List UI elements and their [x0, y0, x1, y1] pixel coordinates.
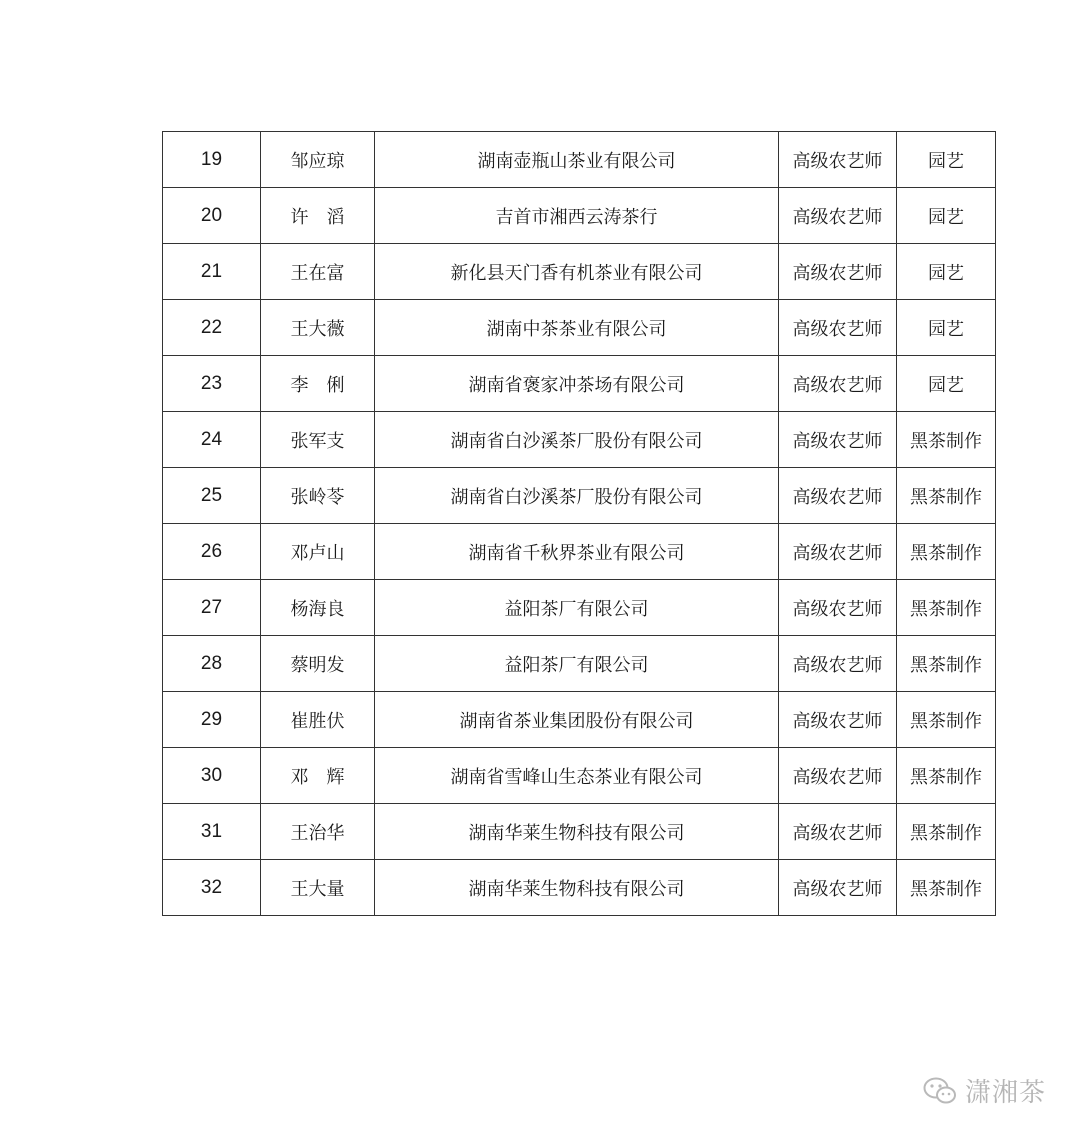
name-cell: 邓卢山	[261, 524, 375, 580]
company-cell: 湖南省千秋界茶业有限公司	[375, 524, 779, 580]
name-cell: 王大薇	[261, 300, 375, 356]
name-cell: 王在富	[261, 244, 375, 300]
company-cell: 湖南华莱生物科技有限公司	[375, 804, 779, 860]
row-number-cell: 29	[163, 692, 261, 748]
field-cell: 黑茶制作	[897, 524, 996, 580]
table-row	[163, 300, 996, 356]
title-cell: 高级农艺师	[779, 412, 897, 468]
company-cell: 新化县天门香有机茶业有限公司	[375, 244, 779, 300]
name-cell: 李 俐	[261, 356, 375, 412]
row-number-cell: 22	[163, 300, 261, 356]
title-cell: 高级农艺师	[779, 132, 897, 188]
table-row	[163, 524, 996, 580]
table-row	[163, 412, 996, 468]
row-number-cell: 26	[163, 524, 261, 580]
row-number-cell: 28	[163, 636, 261, 692]
title-cell: 高级农艺师	[779, 636, 897, 692]
company-cell: 湖南省白沙溪茶厂股份有限公司	[375, 468, 779, 524]
personnel-table	[162, 131, 996, 916]
table-row	[163, 468, 996, 524]
table-row	[163, 804, 996, 860]
title-cell: 高级农艺师	[779, 692, 897, 748]
table-row	[163, 188, 996, 244]
row-number-cell: 24	[163, 412, 261, 468]
field-cell: 园艺	[897, 356, 996, 412]
field-cell: 黑茶制作	[897, 860, 996, 916]
table-row	[163, 132, 996, 188]
table-row	[163, 692, 996, 748]
name-cell: 张岭苓	[261, 468, 375, 524]
title-cell: 高级农艺师	[779, 468, 897, 524]
table-row	[163, 244, 996, 300]
title-cell: 高级农艺师	[779, 748, 897, 804]
name-cell: 许 滔	[261, 188, 375, 244]
name-cell: 王大量	[261, 860, 375, 916]
title-cell: 高级农艺师	[779, 580, 897, 636]
title-cell: 高级农艺师	[779, 356, 897, 412]
row-number-cell: 19	[163, 132, 261, 188]
company-cell: 吉首市湘西云涛茶行	[375, 188, 779, 244]
row-number-cell: 23	[163, 356, 261, 412]
company-cell: 湖南省雪峰山生态茶业有限公司	[375, 748, 779, 804]
company-cell: 益阳茶厂有限公司	[375, 636, 779, 692]
field-cell: 黑茶制作	[897, 412, 996, 468]
title-cell: 高级农艺师	[779, 300, 897, 356]
table-row	[163, 748, 996, 804]
name-cell: 蔡明发	[261, 636, 375, 692]
company-cell: 湖南华莱生物科技有限公司	[375, 860, 779, 916]
table-row	[163, 356, 996, 412]
field-cell: 黑茶制作	[897, 468, 996, 524]
row-number-cell: 30	[163, 748, 261, 804]
field-cell: 黑茶制作	[897, 748, 996, 804]
name-cell: 张军支	[261, 412, 375, 468]
wechat-icon	[923, 1077, 957, 1105]
name-cell: 王治华	[261, 804, 375, 860]
watermark	[923, 1072, 1046, 1109]
watermark-text: 潇湘茶	[964, 1078, 1046, 1108]
company-cell: 湖南中茶茶业有限公司	[375, 300, 779, 356]
title-cell: 高级农艺师	[779, 244, 897, 300]
personnel-table-container	[162, 131, 995, 916]
field-cell: 黑茶制作	[897, 580, 996, 636]
row-number-cell: 31	[163, 804, 261, 860]
field-cell: 园艺	[897, 132, 996, 188]
row-number-cell: 21	[163, 244, 261, 300]
table-row	[163, 580, 996, 636]
field-cell: 园艺	[897, 300, 996, 356]
company-cell: 湖南省茶业集团股份有限公司	[375, 692, 779, 748]
row-number-cell: 25	[163, 468, 261, 524]
table-body	[163, 132, 996, 916]
field-cell: 黑茶制作	[897, 692, 996, 748]
table-row	[163, 636, 996, 692]
table-row	[163, 860, 996, 916]
name-cell: 崔胜伏	[261, 692, 375, 748]
field-cell: 黑茶制作	[897, 636, 996, 692]
company-cell: 益阳茶厂有限公司	[375, 580, 779, 636]
title-cell: 高级农艺师	[779, 524, 897, 580]
company-cell: 湖南省褒家冲茶场有限公司	[375, 356, 779, 412]
row-number-cell: 27	[163, 580, 261, 636]
name-cell: 邹应琼	[261, 132, 375, 188]
company-cell: 湖南壶瓶山茶业有限公司	[375, 132, 779, 188]
title-cell: 高级农艺师	[779, 860, 897, 916]
company-cell: 湖南省白沙溪茶厂股份有限公司	[375, 412, 779, 468]
field-cell: 园艺	[897, 188, 996, 244]
name-cell: 杨海良	[261, 580, 375, 636]
title-cell: 高级农艺师	[779, 188, 897, 244]
title-cell: 高级农艺师	[779, 804, 897, 860]
field-cell: 园艺	[897, 244, 996, 300]
field-cell: 黑茶制作	[897, 804, 996, 860]
name-cell: 邓 辉	[261, 748, 375, 804]
row-number-cell: 20	[163, 188, 261, 244]
row-number-cell: 32	[163, 860, 261, 916]
